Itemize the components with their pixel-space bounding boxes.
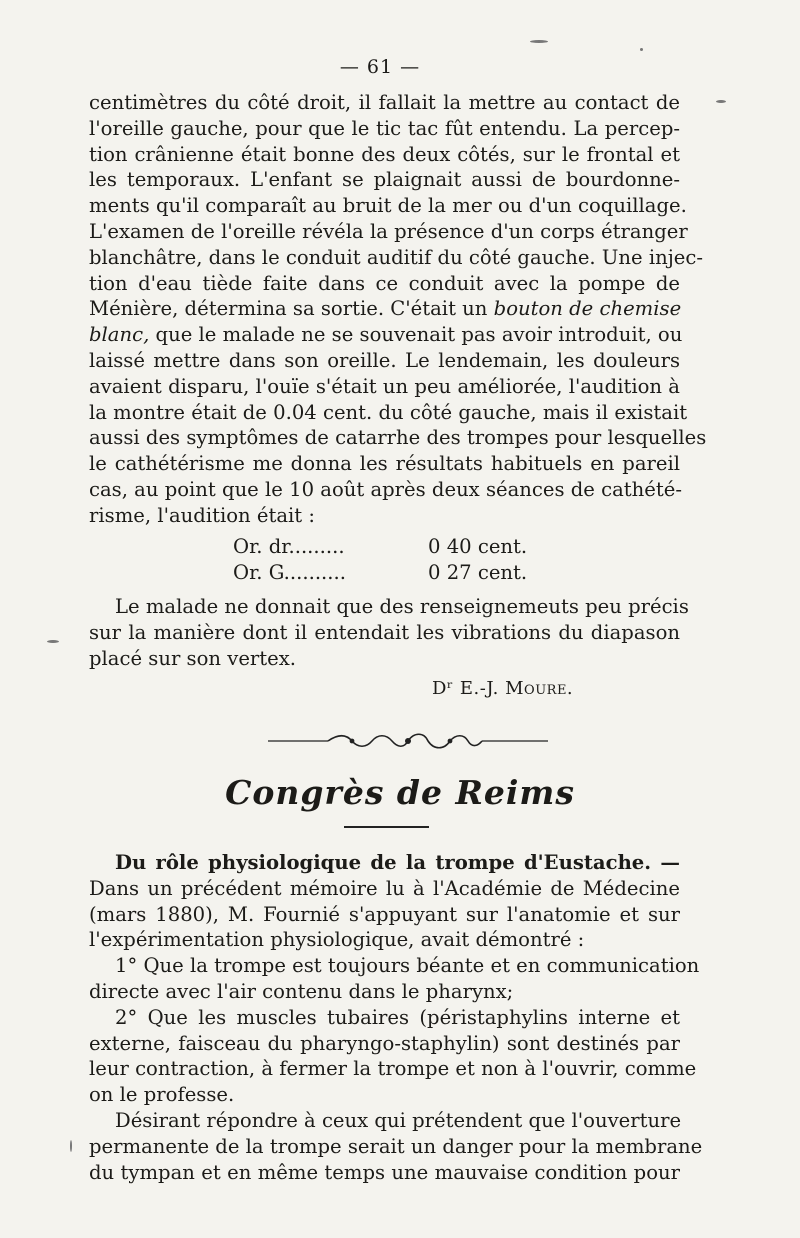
text-line: tion crânienne était bonne des deux côtés, sur le frontal et <box>89 142 680 166</box>
text-line: sur la manière dont il entendait les vibrations du diapason <box>89 620 680 644</box>
text-segment: que le malade ne se souvenait pas avoir introduit, ou <box>155 323 683 347</box>
paragraph-1 <box>89 90 707 529</box>
paper-speck <box>716 100 726 103</box>
text-line: la montre était de 0.04 cent. du côté gauche, mais il existait <box>89 400 688 424</box>
article-body <box>89 850 703 1185</box>
text-line: 2° Que les muscles tubaires (péristaphylins interne et <box>115 1005 680 1029</box>
text-line: Dans un précédent mémoire lu à l'Académie de Médecine <box>89 876 680 900</box>
paper-speck <box>70 1140 72 1152</box>
paragraph-2 <box>89 594 689 671</box>
signature-prefix: Dʳ E.-J. <box>432 678 506 699</box>
signature-name: Moure. <box>505 678 574 699</box>
text-line: ments qu'il comparaît au bruit de la mer ou d'un coquillage. <box>89 194 687 218</box>
text-line: blanchâtre, dans le conduit auditif du côté gauche. Une injec- <box>89 245 703 269</box>
text-line: avaient disparu, l'ouïe s'était un peu améliorée, l'audition à <box>89 374 680 398</box>
page-number: — 61 — <box>339 56 421 78</box>
text-line: laissé mettre dans son oreille. Le lendemain, les douleurs <box>89 348 680 372</box>
paper-speck <box>640 48 643 51</box>
text-line: tion d'eau tiède faite dans ce conduit avec la pompe de <box>89 271 680 295</box>
text-line: l'expérimentation physiologique, avait démontré : <box>89 928 585 952</box>
hearing-value: 0 27 cent. <box>428 561 528 584</box>
text-line: 1° Que la trompe est toujours béante et en communication <box>115 954 700 978</box>
text-line: le cathétérisme me donna les résultats habituels en pareil <box>89 452 680 476</box>
text-line <box>89 322 683 348</box>
text-line: cas, au point que le 10 août après deux séances de cathété- <box>89 477 682 501</box>
text-line: on le professe. <box>89 1083 235 1107</box>
paper-speck <box>530 40 548 43</box>
text-line: permanente de la trompe serait un danger pour la membrane <box>89 1134 703 1158</box>
article-title: Du rôle physiologique de la trompe d'Eustache. — <box>115 851 680 874</box>
text-line: risme, l'audition était : <box>89 503 315 527</box>
text-line: Désirant répondre à ceux qui prétendent que l'ouverture <box>115 1108 682 1132</box>
italic-phrase: bouton de chemise <box>493 297 682 321</box>
text-line: directe avec l'air contenu dans le pharynx; <box>89 979 514 1003</box>
hearing-value: 0 40 cent. <box>428 535 528 558</box>
italic-phrase: blanc, <box>89 323 150 347</box>
title-underline <box>344 826 429 828</box>
text-line: (mars 1880), M. Fournié s'appuyant sur l'anatomie et sur <box>89 902 680 926</box>
text-line: centimètres du côté droit, il fallait la mettre au contact de <box>89 91 680 114</box>
text-line: externe, faisceau du pharyngo-staphylin) sont destinés par <box>89 1031 680 1055</box>
text-line: l'oreille gauche, pour que le tic tac fût entendu. La percep- <box>89 116 680 140</box>
hearing-label: Or. dr......... <box>233 535 345 558</box>
text-line: Le malade ne donnait que des renseignemeuts peu précis <box>115 595 689 618</box>
fleuron-ornament <box>268 728 548 754</box>
text-line: leur contraction, à fermer la trompe et non à l'ouvrir, comme <box>89 1057 697 1081</box>
text-line: les temporaux. L'enfant se plaignait aussi de bourdonne- <box>89 168 680 192</box>
text-line: du tympan et en même temps une mauvaise condition pour <box>89 1160 680 1184</box>
text-line: aussi des symptômes de catarrhe des trompes pour lesquelles <box>89 426 707 450</box>
signature <box>432 678 573 699</box>
text-line <box>89 296 680 322</box>
hearing-label: Or. G.......... <box>233 561 346 584</box>
text-line: L'examen de l'oreille révéla la présence d'un corps étranger <box>89 219 688 243</box>
section-title: Congrès de Reims <box>225 773 575 812</box>
text-line: placé sur son vertex. <box>89 646 297 670</box>
paper-speck <box>47 640 59 643</box>
text-segment: Ménière, détermina sa sortie. C'était un <box>89 297 488 321</box>
